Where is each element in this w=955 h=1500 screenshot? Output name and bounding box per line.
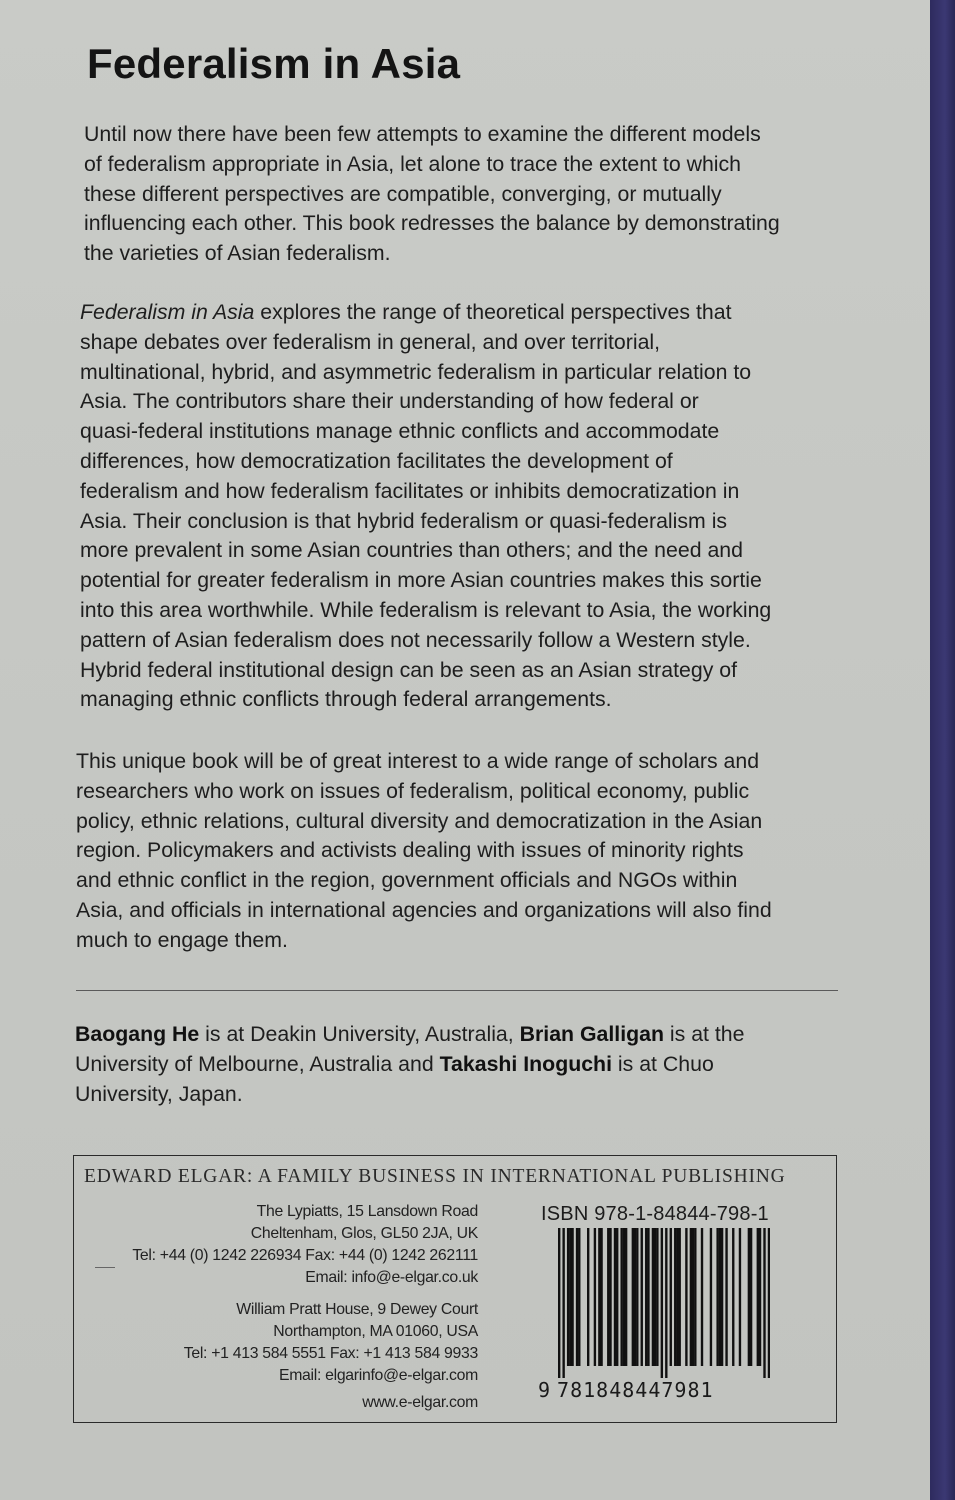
barcode-bar bbox=[654, 1228, 656, 1366]
text-line: region. Policymakers and activists dealing with issues of minority rights bbox=[76, 838, 744, 863]
description-paragraph-2 bbox=[80, 298, 850, 715]
barcode-bar bbox=[576, 1228, 578, 1366]
publisher-box bbox=[73, 1155, 837, 1423]
barcode-bar bbox=[598, 1228, 600, 1366]
barcode-digit-group: 781848 bbox=[557, 1378, 636, 1402]
barcode-bar bbox=[757, 1228, 759, 1366]
publisher-website: www.e-elgar.com bbox=[362, 1394, 478, 1411]
barcode-lead-digit: 9 bbox=[538, 1378, 552, 1402]
barcode-bar bbox=[578, 1228, 580, 1366]
barcode-bar bbox=[634, 1228, 636, 1366]
barcode-bar bbox=[750, 1228, 752, 1366]
address-line: Northampton, MA 01060, USA bbox=[273, 1323, 478, 1340]
text-line: much to engage them. bbox=[76, 927, 288, 952]
barcode-bar bbox=[710, 1228, 712, 1366]
uk-address bbox=[132, 1201, 478, 1289]
barcode-bar bbox=[607, 1228, 609, 1366]
text-line: federalism and how federalism facilitates or inhibits democratization in bbox=[80, 478, 740, 503]
text-line: quasi-federal institutions manage ethnic conflicts and accommodate bbox=[80, 419, 720, 444]
text-line: researchers who work on issues of federalism, political economy, public bbox=[76, 778, 750, 803]
us-address bbox=[184, 1299, 478, 1387]
barcode-bar bbox=[558, 1228, 560, 1378]
text-line: these different perspectives are compatible, converging, or mutually bbox=[84, 181, 722, 206]
barcode-bar bbox=[623, 1228, 625, 1366]
barcode-bar bbox=[721, 1228, 723, 1366]
barcode-bar bbox=[768, 1228, 770, 1378]
barcode-bar bbox=[665, 1228, 667, 1378]
text-line: policy, ethnic relations, cultural diversity and democratization in the Asian bbox=[76, 808, 763, 833]
book-title-italic: Federalism in Asia bbox=[80, 300, 255, 324]
text-line bbox=[80, 298, 850, 328]
text-line: Asia. Their conclusion is that hybrid federalism or quasi-federalism is bbox=[80, 508, 728, 533]
text-line: influencing each other. This book redresses the balance by demonstrating bbox=[84, 211, 780, 236]
text-line: into this area worthwhile. While federalism is relevant to Asia, the working bbox=[80, 597, 772, 622]
address-line: The Lypiatts, 15 Lansdown Road bbox=[256, 1203, 478, 1220]
barcode-bar bbox=[562, 1228, 564, 1378]
barcode-bar bbox=[685, 1228, 687, 1366]
text-line: Asia. The contributors share their understanding of how federal or bbox=[80, 389, 699, 414]
barcode-bar bbox=[609, 1228, 611, 1366]
author-affiliation: University of Melbourne, Australia and bbox=[75, 1051, 440, 1076]
divider bbox=[76, 990, 838, 991]
barcode-bar bbox=[676, 1228, 678, 1366]
barcode-bar bbox=[656, 1228, 658, 1366]
barcode-bar bbox=[759, 1228, 761, 1366]
text-line: managing ethnic conflicts through federal arrangements. bbox=[80, 687, 612, 712]
description-paragraph-3 bbox=[76, 747, 846, 956]
spine-edge bbox=[930, 0, 955, 1500]
author-name: Brian Galligan bbox=[519, 1022, 664, 1046]
text-line: potential for greater federalism in more Asian countries makes this sortie bbox=[80, 568, 762, 593]
barcode-bar bbox=[645, 1228, 647, 1366]
text-line: of federalism appropriate in Asia, let alone to trace the extent to which bbox=[84, 151, 742, 176]
barcode-bar bbox=[614, 1228, 616, 1366]
barcode bbox=[558, 1228, 770, 1378]
barcode-bar bbox=[567, 1228, 569, 1366]
barcode-bar bbox=[763, 1228, 765, 1378]
text-line bbox=[75, 1020, 855, 1050]
barcode-bar bbox=[632, 1228, 634, 1366]
barcode-bar bbox=[636, 1228, 638, 1366]
text-line: pattern of Asian federalism does not necessarily follow a Western style. bbox=[80, 627, 751, 652]
author-affiliation: is at the bbox=[664, 1022, 745, 1046]
barcode-bar bbox=[674, 1228, 676, 1366]
barcode-graphic bbox=[558, 1228, 770, 1378]
barcode-bar bbox=[716, 1228, 718, 1366]
text-line: Until now there have been few attempts to examine the different models bbox=[84, 122, 761, 146]
address-line: Tel: +1 413 584 5551 Fax: +1 413 584 9933 bbox=[183, 1345, 478, 1362]
barcode-bar bbox=[661, 1228, 663, 1378]
text-line: the varieties of Asian federalism. bbox=[84, 241, 391, 266]
text-segment: explores the range of theoretical perspectives that bbox=[254, 300, 732, 324]
barcode-bar bbox=[748, 1228, 750, 1366]
barcode-bar bbox=[690, 1228, 692, 1366]
print-speck bbox=[95, 1267, 115, 1268]
text-line: This unique book will be of great interest to a wide range of scholars and bbox=[76, 749, 760, 773]
barcode-bar bbox=[600, 1228, 602, 1366]
author-affiliation: is at Deakin University, Australia, bbox=[199, 1022, 520, 1046]
author-name: Baogang He bbox=[75, 1022, 200, 1046]
barcode-bar bbox=[701, 1228, 703, 1366]
address-line: Cheltenham, Glos, GL50 2JA, UK bbox=[250, 1225, 478, 1242]
description-paragraph-1 bbox=[84, 120, 854, 269]
barcode-bar bbox=[594, 1228, 596, 1366]
address-line: Tel: +44 (0) 1242 226934 Fax: +44 (0) 1242 262111 bbox=[132, 1247, 478, 1264]
address-line: Email: elgarinfo@e-elgar.com bbox=[278, 1367, 478, 1384]
barcode-bar bbox=[571, 1228, 573, 1366]
barcode-bar bbox=[569, 1228, 571, 1366]
barcode-bar bbox=[670, 1228, 672, 1366]
text-line: differences, how democratization facilitates the development of bbox=[80, 448, 673, 473]
text-line: Asia, and officials in international agencies and organizations will also find bbox=[76, 897, 772, 922]
author-bios bbox=[75, 1020, 855, 1109]
address-line: William Pratt House, 9 Dewey Court bbox=[236, 1301, 478, 1318]
text-line: more prevalent in some Asian countries than others; and the need and bbox=[80, 538, 743, 563]
barcode-bar bbox=[587, 1228, 589, 1366]
barcode-bar bbox=[692, 1228, 694, 1366]
barcode-bar bbox=[694, 1228, 696, 1366]
barcode-bar bbox=[652, 1228, 654, 1366]
text-line: multinational, hybrid, and asymmetric federalism in particular relation to bbox=[80, 359, 752, 384]
author-affiliation: is at Chuo bbox=[611, 1051, 714, 1076]
address-line: Email: info@e-elgar.co.uk bbox=[305, 1269, 478, 1286]
isbn-label: ISBN 978-1-84844-798-1 bbox=[541, 1203, 769, 1225]
barcode-bar bbox=[620, 1228, 622, 1366]
barcode-bar bbox=[732, 1228, 734, 1366]
barcode-bar bbox=[641, 1228, 643, 1366]
barcode-bar bbox=[679, 1228, 681, 1366]
text-line: Hybrid federal institutional design can be seen as an Asian strategy of bbox=[80, 657, 738, 682]
barcode-bar bbox=[625, 1228, 627, 1366]
barcode-bar bbox=[739, 1228, 741, 1366]
publisher-banner: EDWARD ELGAR: A FAMILY BUSINESS IN INTERNATIONAL PUBLISHING bbox=[84, 1166, 786, 1187]
barcode-digit-group: 447981 bbox=[635, 1378, 714, 1402]
text-line: University, Japan. bbox=[75, 1081, 243, 1106]
barcode-bar bbox=[719, 1228, 721, 1366]
text-line bbox=[75, 1050, 855, 1080]
text-line: shape debates over federalism in general, and over territorial, bbox=[80, 329, 661, 354]
barcode-bar bbox=[647, 1228, 649, 1366]
barcode-bar bbox=[725, 1228, 727, 1366]
barcode-bar bbox=[616, 1228, 618, 1366]
barcode-digits bbox=[538, 1378, 714, 1402]
author-name: Takashi Inoguchi bbox=[439, 1051, 612, 1076]
text-line: and ethnic conflict in the region, government officials and NGOs within bbox=[76, 868, 738, 893]
book-title: Federalism in Asia bbox=[87, 40, 461, 87]
